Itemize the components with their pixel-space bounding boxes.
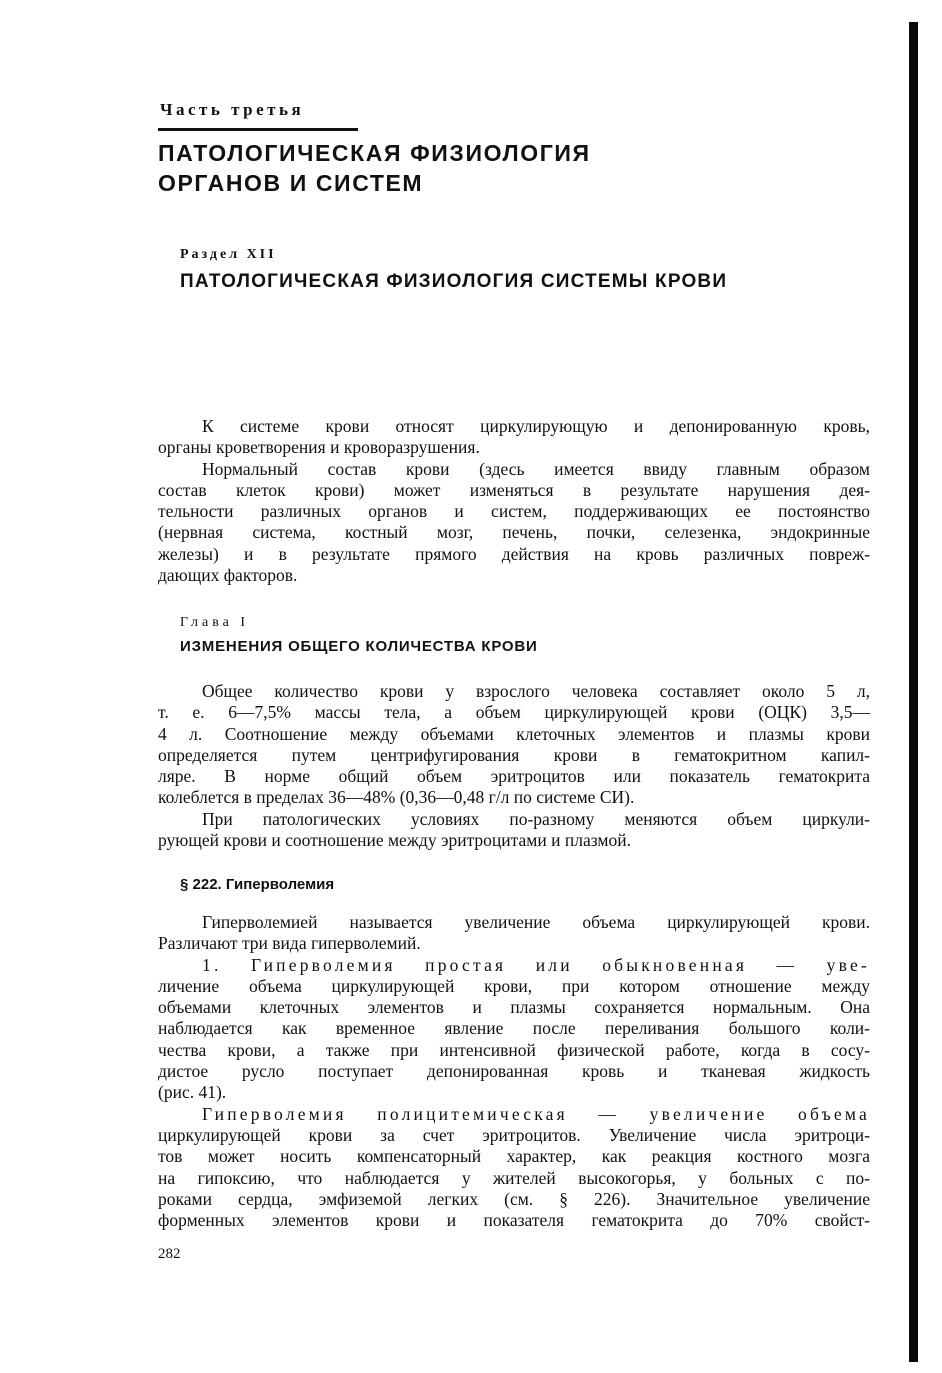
text-line: дистое русло поступает депонированная кровь и тканевая жидкость — [158, 1061, 870, 1082]
text-line: (нервная система, костный мозг, печень, почки, селезенка, эндокринные — [158, 522, 870, 543]
text-line: личение объема циркулирующей крови, при котором отношение между — [158, 975, 870, 996]
text-line: тов может носить компенсаторный характер, как реакция костного мозга — [158, 1146, 870, 1167]
part-rule — [158, 128, 358, 131]
text-line: дающих факторов. — [158, 565, 298, 586]
subsection-text — [158, 912, 870, 1231]
text-line: наблюдается как временное явление после переливания большого коли- — [158, 1018, 870, 1039]
part-label: Часть третья — [160, 100, 305, 119]
text-line: циркулирующей крови за счет эритроцитов. Увеличение числа эритроци- — [158, 1124, 870, 1145]
text-line: на гипоксию, что наблюдается у жителей высокогорья, у больных с по- — [158, 1167, 870, 1188]
text-line: форменных элементов крови и показателя гематокрита до 70% свойст- — [158, 1210, 870, 1231]
text-line: (рис. 41). — [158, 1082, 227, 1103]
text-line: тельности различных органов и систем, поддерживающих ее постоянство — [158, 501, 870, 522]
scan-edge-shadow — [909, 22, 918, 1362]
text-line: ляре. В норме общий объем эритроцитов или показатель гематокрита — [158, 766, 870, 787]
text-line: железы) и в результате прямого действия на кровь различных повреж- — [158, 543, 870, 564]
text-line: К системе крови относят циркулирующую и депонированную кровь, — [202, 416, 870, 436]
text-line: объемами клеточных элементов и плазмы сохраняется нормальным. Она — [158, 997, 870, 1018]
text-line: Гиперволемия полицитемическая — увеличение объема — [202, 1103, 870, 1124]
text-line: чества крови, а также при интенсивной физической работе, когда в сосу- — [158, 1039, 870, 1060]
text-line: 1. Гиперволемия простая или обыкновенная — уве- — [202, 954, 870, 975]
text-line: органы кроветворения и кроворазрушения. — [158, 437, 480, 458]
text-line: определяется путем центрифугирования крови в гематокритном капил- — [158, 744, 870, 765]
section-title: ПАТОЛОГИЧЕСКАЯ ФИЗИОЛОГИЯ СИСТЕМЫ КРОВИ — [180, 271, 728, 292]
text-line: состав клеток крови) может изменяться в результате нарушения дея- — [158, 479, 870, 500]
chapter-title: ИЗМЕНЕНИЯ ОБЩЕГО КОЛИЧЕСТВА КРОВИ — [180, 638, 538, 655]
text-line: колеблется в пределах 36—48% (0,36—0,48 г/л по системе СИ). — [158, 787, 635, 808]
chapter-label: Глава I — [180, 615, 250, 630]
text-line: Нормальный состав крови (здесь имеется ввиду главным образом — [202, 458, 870, 479]
intro-text — [158, 416, 870, 586]
part-title-line: ОРГАНОВ И СИСТЕМ — [158, 170, 424, 196]
text-line: рующей крови и соотношение между эритроцитами и плазмой. — [158, 830, 631, 851]
text-line: При патологических условиях по-разному меняются объем циркули- — [202, 808, 870, 829]
text-line: Различают три вида гиперволемий. — [158, 933, 421, 954]
text-line: 4 л. Соотношение между объемами клеточных элементов и плазмы крови — [158, 723, 870, 744]
chapter-text — [158, 681, 870, 851]
part-title-line: ПАТОЛОГИЧЕСКАЯ ФИЗИОЛОГИЯ — [158, 140, 591, 166]
text-line: Общее количество крови у взрослого человека составляет около 5 л, — [202, 681, 870, 701]
text-line: Гиперволемией называется увеличение объема циркулирующей крови. — [202, 912, 870, 932]
subsection-title: § 222. Гиперволемия — [180, 876, 335, 893]
section-label: Раздел XII — [180, 247, 277, 262]
page-number: 282 — [158, 1246, 181, 1262]
text-line: роками сердца, эмфиземой легких (см. § 226). Значительное увеличение — [158, 1188, 870, 1209]
part-title — [158, 138, 758, 198]
text-line: т. е. 6—7,5% массы тела, а объем циркулирующей крови (ОЦК) 3,5— — [158, 702, 870, 723]
